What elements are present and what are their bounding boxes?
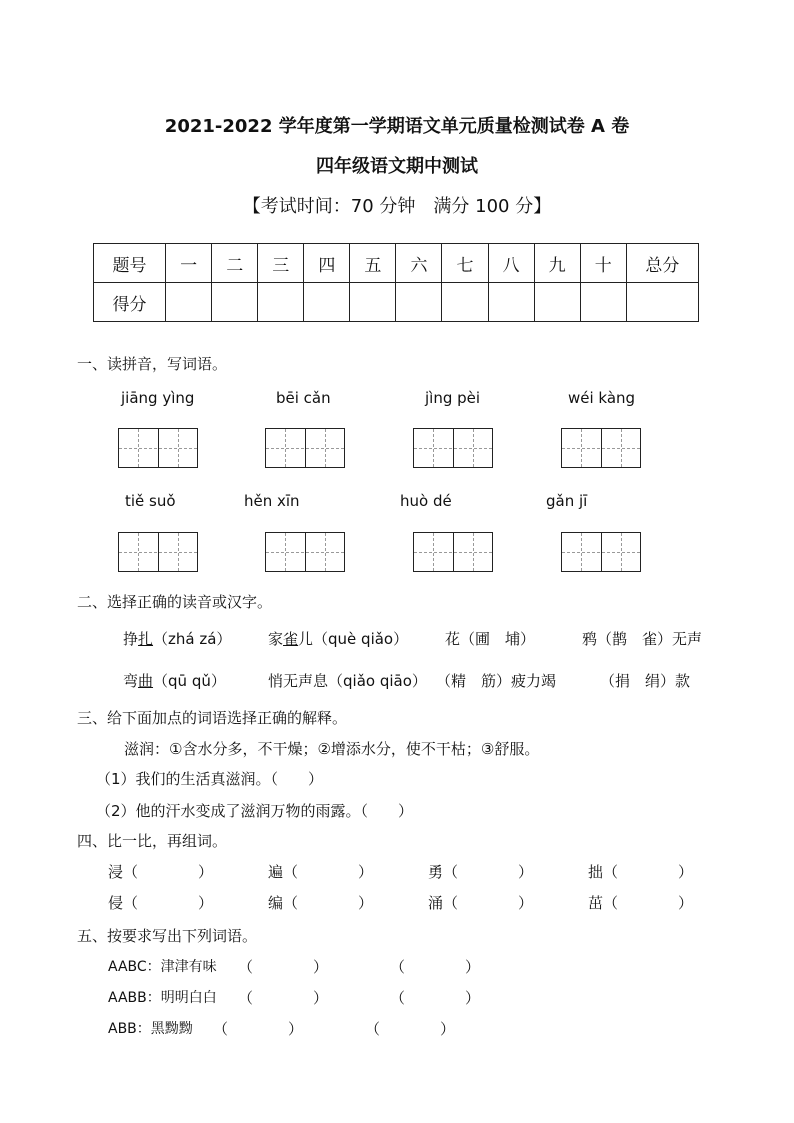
pinyin-label: gǎn jī [546, 492, 588, 510]
pattern-label: AABB：明明白白 [108, 990, 217, 1006]
choice-text: 弯 [123, 672, 139, 690]
table-cell: 四 [304, 244, 350, 283]
table-cell: 五 [350, 244, 396, 283]
word-blank[interactable]: 涌（ ） [428, 894, 534, 912]
choice-item[interactable]: （捐 绢）款 [600, 672, 691, 690]
writing-grid[interactable] [265, 532, 345, 572]
question-item[interactable]: （2）他的汗水变成了滋润万物的雨露。（ ） [96, 802, 414, 820]
word-blank[interactable]: 编（ ） [268, 894, 374, 912]
score-cell[interactable] [304, 283, 350, 322]
pinyin-label: huò dé [400, 492, 452, 510]
score-cell[interactable] [350, 283, 396, 322]
section-5-heading: 五、按要求写出下列词语。 [77, 927, 258, 945]
pinyin-label: jiāng yìng [121, 389, 195, 407]
table-cell: 七 [442, 244, 488, 283]
exam-subtitle: 四年级语文期中测试 [316, 156, 478, 177]
pattern-label: AABC：津津有味 [108, 959, 217, 975]
table-cell: 得分 [94, 283, 166, 322]
writing-grid[interactable] [561, 532, 641, 572]
writing-grid[interactable] [118, 532, 198, 572]
table-cell: 六 [396, 244, 442, 283]
score-cell[interactable] [396, 283, 442, 322]
word-blank[interactable]: （ ） [390, 958, 481, 976]
question-item[interactable]: （1）我们的生活真滋润。（ ） [96, 770, 324, 788]
choice-item[interactable]: 悄无声息（qiǎo qiāo） [268, 672, 427, 690]
word-blank[interactable]: （ ） [238, 958, 329, 976]
choice-text: 挣 [123, 630, 139, 648]
score-cell[interactable] [580, 283, 626, 322]
word-blank[interactable]: 浸（ ） [108, 863, 214, 881]
word-blank[interactable]: 茁（ ） [588, 894, 694, 912]
section-1-heading: 一、读拼音，写词语。 [77, 355, 228, 373]
score-cell[interactable] [166, 283, 212, 322]
table-cell: 一 [166, 244, 212, 283]
writing-grid[interactable] [413, 428, 493, 468]
writing-grid[interactable] [118, 428, 198, 468]
table-cell: 九 [534, 244, 580, 283]
table-cell: 十 [580, 244, 626, 283]
choice-item[interactable] [123, 628, 231, 649]
underlined-char: 曲 [138, 672, 154, 690]
choice-item[interactable]: 鸦（鹊 雀）无声 [582, 630, 703, 648]
section-4-heading: 四、比一比，再组词。 [77, 832, 228, 850]
choice-text: （qū qǔ） [153, 672, 226, 690]
word-blank[interactable]: 勇（ ） [428, 863, 534, 881]
score-table [93, 243, 699, 322]
choice-text: （zhá zá） [153, 630, 232, 648]
score-table-score-row [94, 283, 699, 322]
choice-item[interactable]: 花（圃 埔） [445, 630, 536, 648]
word-blank[interactable]: 拙（ ） [588, 863, 694, 881]
pinyin-label: tiě suǒ [125, 492, 176, 510]
table-cell: 八 [488, 244, 534, 283]
word-blank[interactable]: （ ） [213, 1020, 304, 1038]
section-3-heading: 三、给下面加点的词语选择正确的解释。 [77, 709, 348, 727]
score-cell[interactable] [442, 283, 488, 322]
choice-item[interactable] [123, 670, 226, 691]
writing-grid[interactable] [561, 428, 641, 468]
pattern-label: ABB：黑黝黝 [108, 1021, 193, 1037]
pinyin-label: hěn xīn [244, 492, 300, 510]
pinyin-label: wéi kàng [568, 389, 636, 407]
choice-text: 儿（què qiǎo） [298, 630, 409, 648]
score-cell[interactable] [626, 283, 698, 322]
score-cell[interactable] [258, 283, 304, 322]
word-blank[interactable]: （ ） [238, 989, 329, 1007]
choice-item[interactable] [268, 628, 408, 649]
score-cell[interactable] [212, 283, 258, 322]
table-cell: 二 [212, 244, 258, 283]
exam-title: 2021-2022 学年度第一学期语文单元质量检测试卷 A 卷 [164, 116, 630, 137]
score-cell[interactable] [488, 283, 534, 322]
underlined-char: 雀 [283, 630, 299, 648]
table-cell: 总分 [626, 244, 698, 283]
word-blank[interactable]: （ ） [365, 1020, 456, 1038]
score-cell[interactable] [534, 283, 580, 322]
exam-time-info: 【考试时间：70 分钟 满分 100 分】 [242, 196, 552, 217]
word-blank[interactable]: 侵（ ） [108, 894, 214, 912]
word-blank[interactable]: （ ） [390, 989, 481, 1007]
underlined-char: 扎 [138, 630, 154, 648]
table-cell: 题号 [94, 244, 166, 283]
word-blank[interactable]: 遍（ ） [268, 863, 374, 881]
pinyin-label: jìng pèi [425, 389, 481, 407]
choice-item[interactable]: （精 筋）疲力竭 [436, 672, 557, 690]
writing-grid[interactable] [265, 428, 345, 468]
table-cell: 三 [258, 244, 304, 283]
pinyin-label: bēi cǎn [276, 389, 331, 407]
choice-text: 家 [268, 630, 284, 648]
section-2-heading: 二、选择正确的读音或汉字。 [77, 593, 273, 611]
score-table-header-row [94, 244, 699, 283]
definition-text: 滋润：①含水分多，不干燥；②增添水分，使不干枯；③舒服。 [124, 740, 540, 758]
writing-grid[interactable] [413, 532, 493, 572]
